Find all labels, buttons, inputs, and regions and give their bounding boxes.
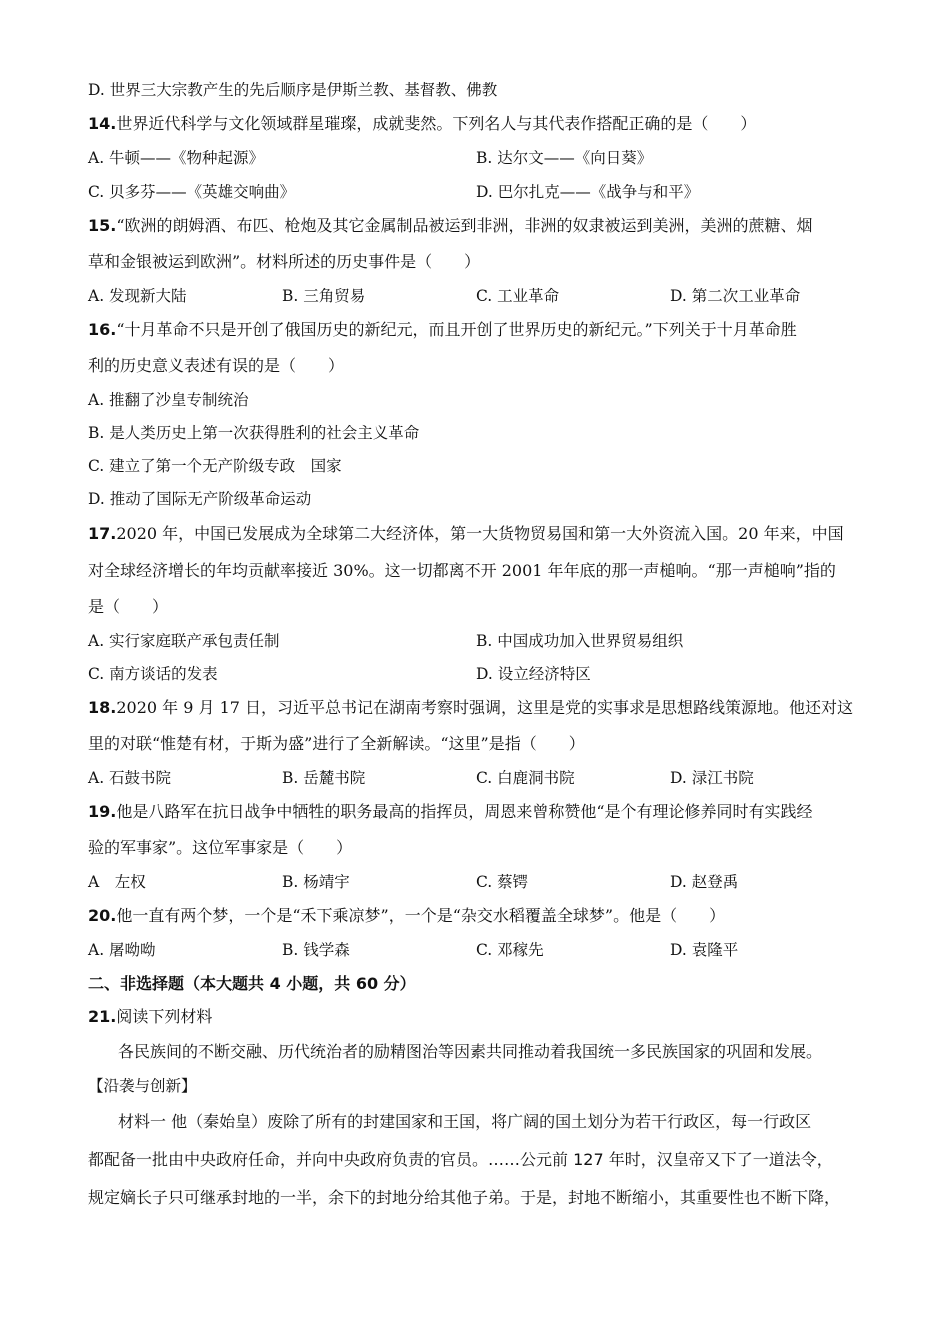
q20-stem: 他一直有两个梦，一个是“禾下乘凉梦”，一个是“杂交水稻覆盖全球梦”。他是（ ）: [116, 906, 726, 925]
q14-option-a: A. 牛顿——《物种起源》: [88, 149, 265, 167]
q20-option-c: C. 邓稼先: [476, 941, 544, 959]
q19-number: 19.: [88, 802, 117, 821]
q15-stem-line2: 草和金银被运到欧洲”。材料所述的历史事件是（ ）: [88, 252, 481, 271]
q21-heading: 【沿袭与创新】: [88, 1077, 197, 1095]
q19-option-a: A 左权: [88, 873, 146, 891]
q15-option-d: D. 第二次工业革命: [670, 287, 801, 305]
q20-option-b: B. 钱学森: [282, 941, 350, 959]
q17-option-c: C. 南方谈话的发表: [88, 665, 218, 683]
q17-option-b: B. 中国成功加入世界贸易组织: [476, 632, 684, 650]
q21-material1-line1: 材料一 他（秦始皇）废除了所有的封建国家和王国，将广阔的国土划分为若干行政区，每一行政区: [118, 1112, 812, 1131]
q15-number: 15.: [88, 216, 117, 235]
q19-stem-line1: 他是八路军在抗日战争中牺牲的职务最高的指挥员，周恩来曾称赞他“是个有理论修养同时有实践经: [116, 802, 813, 821]
q19-option-b: B. 杨靖宇: [282, 873, 350, 891]
q15-question: [88, 216, 813, 236]
q21-intro: 各民族间的不断交融、历代统治者的励精图治等因素共同推动着我国统一多民族国家的巩固和发展。: [118, 1042, 823, 1061]
q15-option-a: A. 发现新大陆: [88, 287, 187, 305]
q17-stem-line1: 2020 年，中国已发展成为全球第二大经济体，第一大货物贸易国和第一大外资流入国。20 年来，中国: [116, 524, 844, 543]
q19-option-d: D. 赵登禹: [670, 873, 739, 891]
q14-option-b: B. 达尔文——《向日葵》: [476, 149, 653, 167]
q14-question: [88, 114, 756, 134]
q17-option-d: D. 设立经济特区: [476, 665, 591, 683]
q20-question: [88, 906, 725, 926]
q21-number: 21.: [88, 1007, 117, 1026]
q18-question: [88, 698, 853, 718]
q19-question: [88, 802, 813, 822]
q17-stem-line2: 对全球经济增长的年均贡献率接近 30%。这一切都离不开 2001 年年底的那一声槌响。“那一声槌响”指的: [88, 561, 836, 580]
q14-number: 14.: [88, 114, 117, 133]
q14-option-d: D. 巴尔扎克——《战争与和平》: [476, 183, 700, 201]
q16-option-d: D. 推动了国际无产阶级革命运动: [88, 490, 312, 508]
q18-option-a: A. 石鼓书院: [88, 769, 172, 787]
q20-option-d: D. 袁隆平: [670, 941, 739, 959]
q16-stem-line1: “十月革命不只是开创了俄国历史的新纪元，而且开创了世界历史的新纪元。”下列关于十月革命胜: [116, 320, 797, 339]
q16-number: 16.: [88, 320, 117, 339]
q18-stem-line1: 2020 年 9 月 17 日，习近平总书记在湖南考察时强调，这里是党的实事求是思想路线策源地。他还对这: [116, 698, 854, 717]
q17-question: [88, 524, 844, 544]
q14-stem: 世界近代科学与文化领域群星璀璨，成就斐然。下列名人与其代表作搭配正确的是（ ）: [116, 114, 757, 133]
section-2-title: 二、非选择题（本大题共 4 小题，共 60 分）: [88, 974, 416, 993]
q20-option-a: A. 屠呦呦: [88, 941, 156, 959]
q16-stem-line2: 利的历史意义表述有误的是（ ）: [88, 356, 345, 375]
q21-question: [88, 1007, 212, 1027]
q17-number: 17.: [88, 524, 117, 543]
q21-stem: 阅读下列材料: [116, 1007, 213, 1026]
q17-option-a: A. 实行家庭联产承包责任制: [88, 632, 280, 650]
q18-option-c: C. 白鹿洞书院: [476, 769, 575, 787]
q15-stem-line1: “欧洲的朗姆酒、布匹、枪炮及其它金属制品被运到非洲，非洲的奴隶被运到美洲，美洲的蔗糖、烟: [116, 216, 813, 235]
q21-material1-line2: 都配备一批由中央政府任命，并向中央政府负责的官员。……公元前 127 年时，汉皇帝又下了一道法令，: [88, 1150, 833, 1169]
q20-number: 20.: [88, 906, 117, 925]
q15-option-c: C. 工业革命: [476, 287, 560, 305]
q19-stem-line2: 验的军事家”。这位军事家是（ ）: [88, 838, 353, 857]
q16-option-a: A. 推翻了沙皇专制统治: [88, 391, 249, 409]
q18-option-b: B. 岳麓书院: [282, 769, 366, 787]
q18-stem-line2: 里的对联“惟楚有材，于斯为盛”进行了全新解读。“这里”是指（ ）: [88, 734, 585, 753]
q17-stem-line3: 是（ ）: [88, 597, 169, 616]
q15-option-b: B. 三角贸易: [282, 287, 366, 305]
q21-material1-line3: 规定嫡长子只可继承封地的一半，余下的封地分给其他子弟。于是，封地不断缩小，其重要性也不断下降，: [88, 1188, 841, 1207]
q13-option-d: D. 世界三大宗教产生的先后顺序是伊斯兰教、基督教、佛教: [88, 81, 498, 99]
q18-number: 18.: [88, 698, 117, 717]
q19-option-c: C. 蔡锷: [476, 873, 529, 891]
q16-option-b: B. 是人类历史上第一次获得胜利的社会主义革命: [88, 424, 420, 442]
q14-option-c: C. 贝多芬——《英雄交响曲》: [88, 183, 296, 201]
q18-option-d: D. 渌江书院: [670, 769, 754, 787]
q16-question: [88, 320, 797, 340]
q16-option-c: C. 建立了第一个无产阶级专政 国家: [88, 457, 342, 475]
